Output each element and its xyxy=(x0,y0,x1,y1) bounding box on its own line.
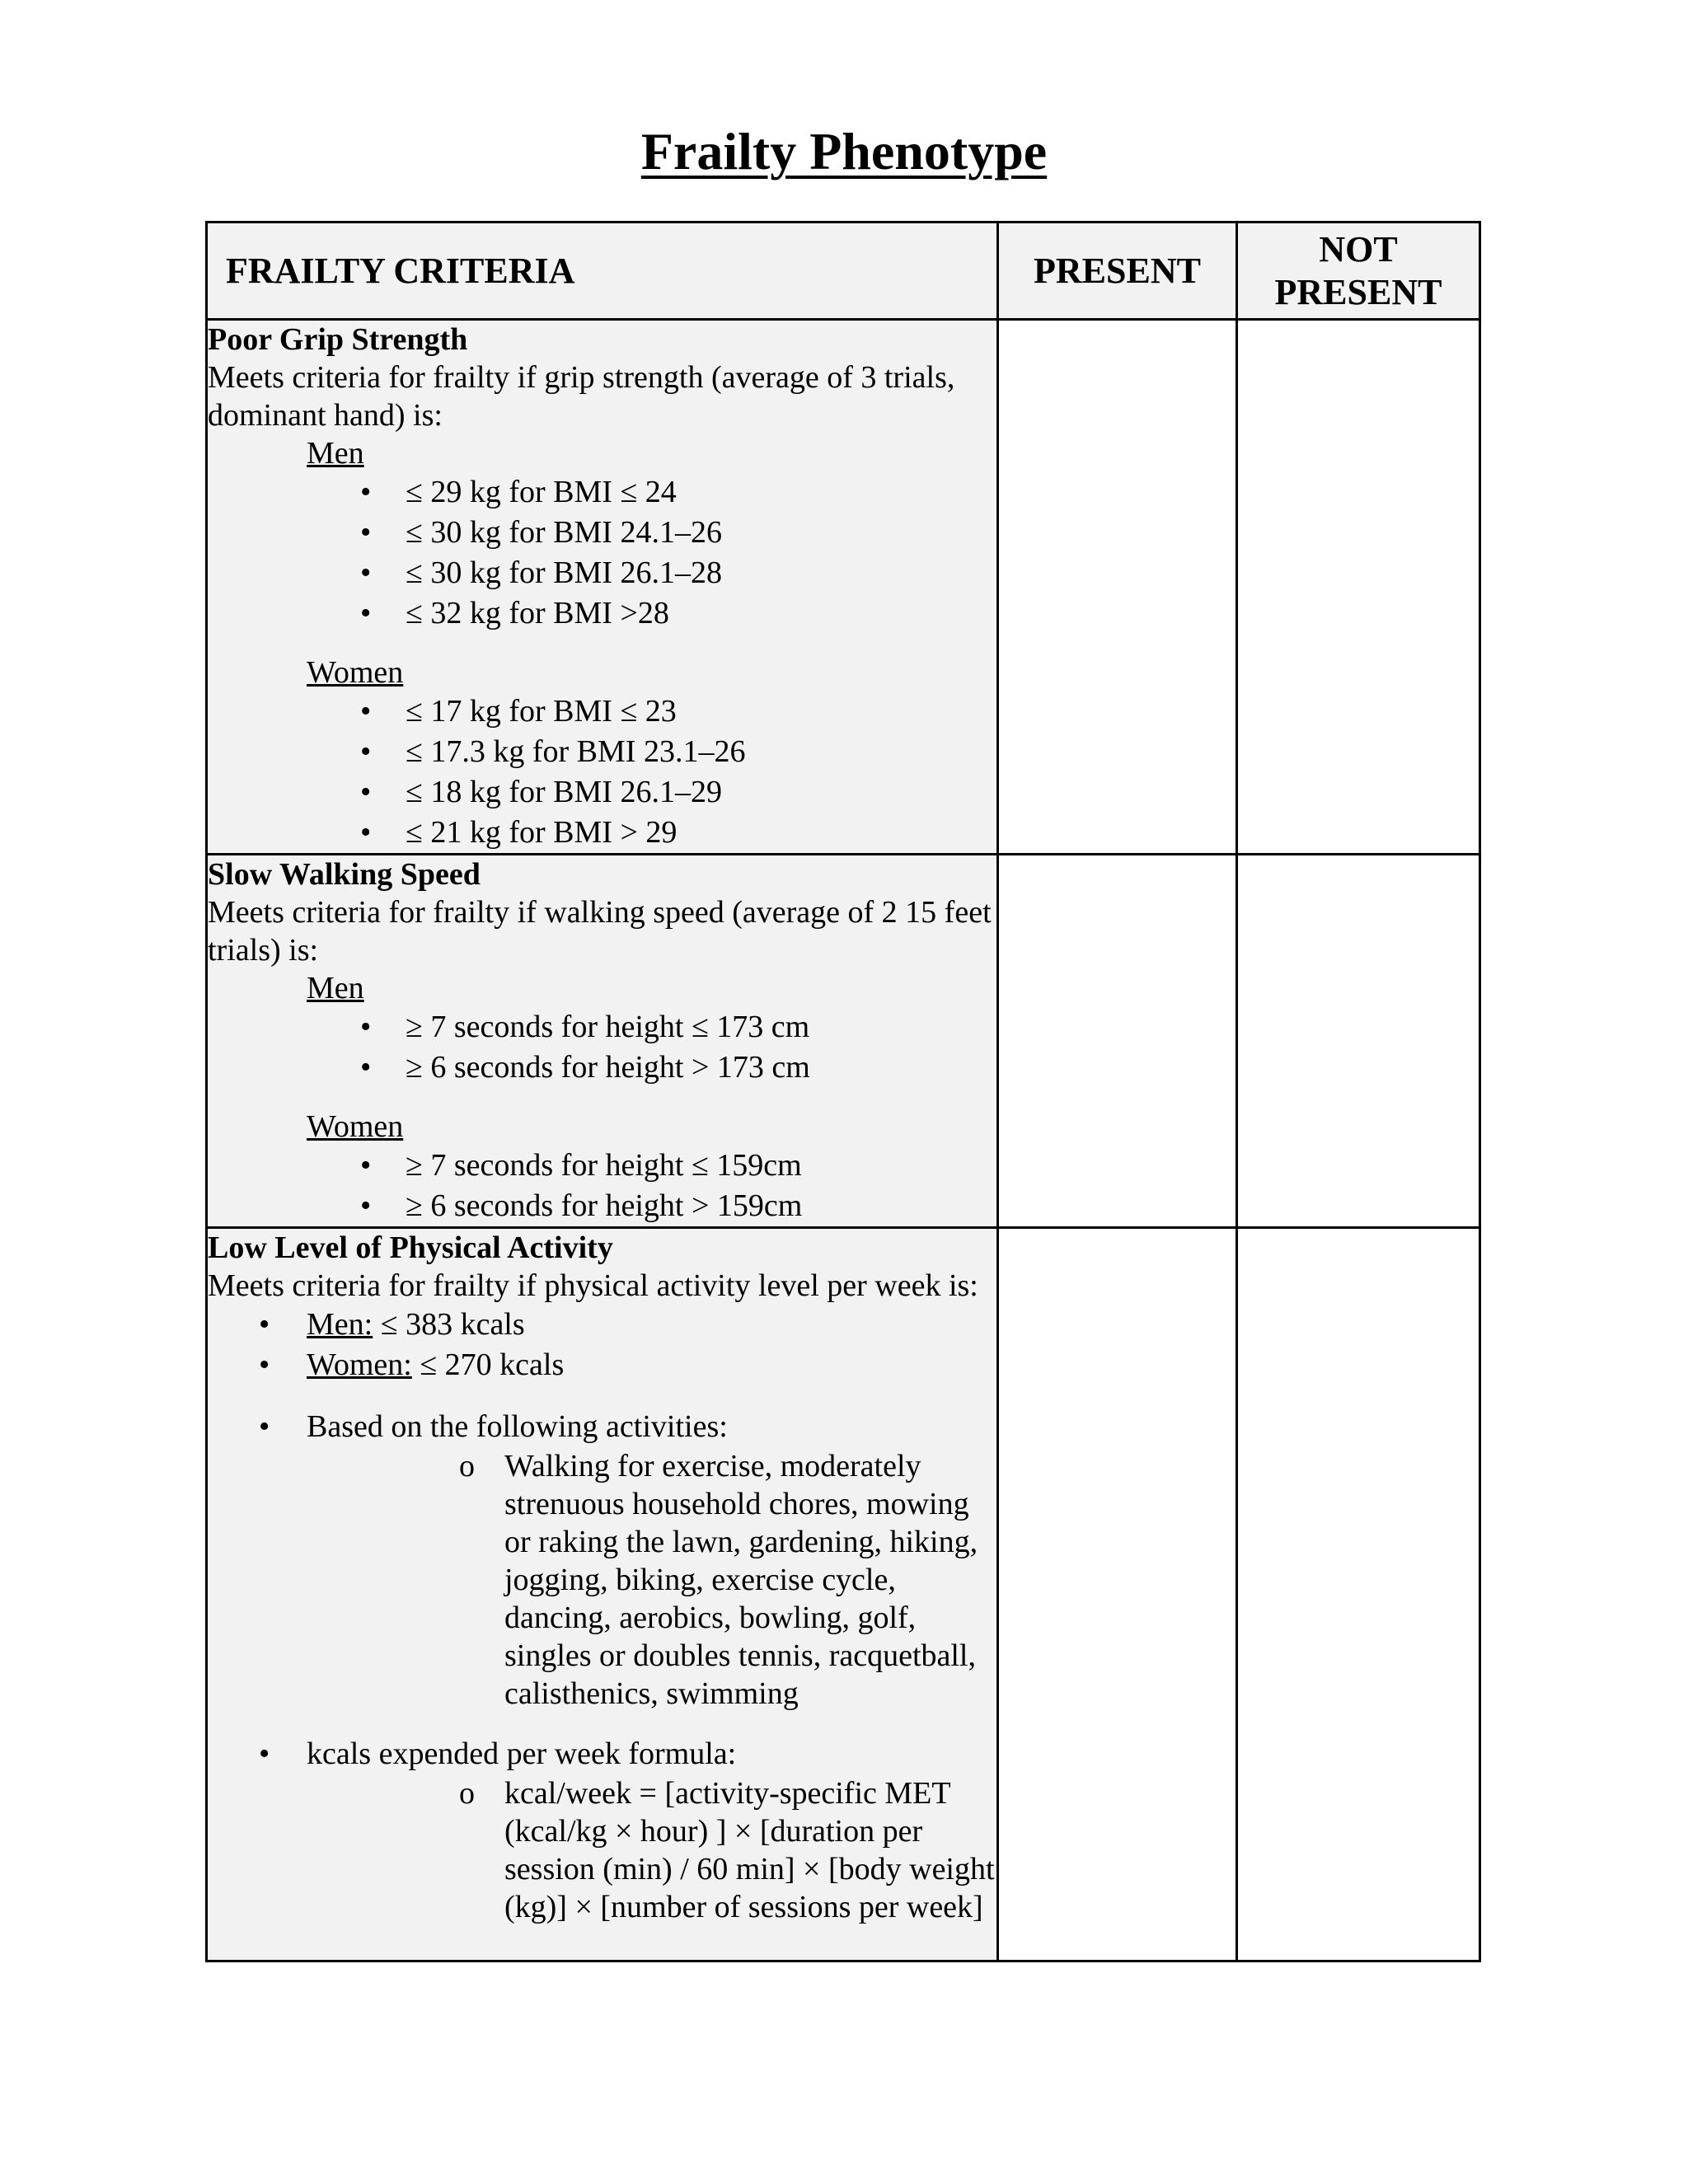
activity-list xyxy=(208,1305,996,1926)
present-cell-grip[interactable] xyxy=(998,320,1237,855)
list-item: • ≤ 17.3 kg for BMI 23.1–26 xyxy=(208,732,996,772)
list-item: • ≤ 30 kg for BMI 26.1–28 xyxy=(208,553,996,593)
header-not-present xyxy=(1237,223,1480,320)
women-value: ≤ 270 kcals xyxy=(411,1347,565,1382)
criteria-heading-walking: Slow Walking Speed xyxy=(208,857,481,892)
criteria-cell-activity xyxy=(207,1228,998,1961)
women-label: Women: xyxy=(307,1347,412,1382)
group-label-men: Men xyxy=(307,436,364,471)
not-present-cell-activity[interactable] xyxy=(1237,1228,1480,1961)
list-item: • ≤ 30 kg for BMI 24.1–26 xyxy=(208,513,996,553)
list-item: • ≤ 32 kg for BMI >28 xyxy=(208,593,996,634)
criteria-cell-walking xyxy=(207,855,998,1228)
criteria-heading-grip: Poor Grip Strength xyxy=(208,322,468,357)
list-item-based-on xyxy=(208,1407,996,1713)
frailty-criteria-table xyxy=(205,221,1481,1962)
list-item: • ≤ 21 kg for BMI > 29 xyxy=(208,813,996,853)
activities-sublist xyxy=(307,1447,996,1713)
formula-sublist xyxy=(307,1774,996,1926)
table-row-grip-strength xyxy=(207,320,1480,855)
list-item: • ≥ 7 seconds for height ≤ 159cm xyxy=(208,1146,996,1186)
list-item: • ≥ 6 seconds for height > 159cm xyxy=(208,1186,996,1226)
walking-men-list xyxy=(208,1007,996,1088)
criteria-description-walking: Meets criteria for frailty if walking speed (average of 2 15 feet trials) is: xyxy=(208,895,992,968)
present-cell-activity[interactable] xyxy=(998,1228,1237,1961)
list-item: • ≤ 18 kg for BMI 26.1–29 xyxy=(208,772,996,813)
list-item: • ≤ 17 kg for BMI ≤ 23 xyxy=(208,691,996,732)
group-label-men: Men xyxy=(307,971,364,1005)
criteria-description-activity: Meets criteria for frailty if physical activity level per week is: xyxy=(208,1268,978,1303)
not-present-cell-walking[interactable] xyxy=(1237,855,1480,1228)
activities-text: o Walking for exercise, moderately strenuous household chores, mowing or raking the lawn, gardening, hiking, jogging, biking, exercise cycle, dancing, aerobics, bowling, golf, singles or doubles tennis, racquetball, calisthenics, swimming xyxy=(307,1447,996,1713)
header-not-present-line1: NOT xyxy=(1319,228,1398,269)
table-row-walking-speed xyxy=(207,855,1480,1228)
grip-women-list xyxy=(208,691,996,853)
header-not-present-line2: PRESENT xyxy=(1274,271,1442,312)
men-label: Men: xyxy=(307,1307,373,1342)
not-present-cell-grip[interactable] xyxy=(1237,320,1480,855)
table-header-row xyxy=(207,223,1480,320)
list-item-women xyxy=(208,1345,996,1385)
list-item: • ≥ 7 seconds for height ≤ 173 cm xyxy=(208,1007,996,1047)
table-row-physical-activity xyxy=(207,1228,1480,1961)
list-item-formula xyxy=(208,1734,996,1926)
formula-text: o kcal/week = [activity-specific MET (kcal/kg × hour) ] × [duration per session (min) / 60 min] × [body weight (kg)] × [number of sessions per week] xyxy=(307,1774,996,1926)
group-label-women: Women xyxy=(307,1109,404,1144)
criteria-heading-activity: Low Level of Physical Activity xyxy=(208,1230,613,1265)
based-on-text: Based on the following activities: xyxy=(307,1409,728,1444)
men-value: ≤ 383 kcals xyxy=(373,1307,525,1342)
header-criteria: FRAILTY CRITERIA xyxy=(207,223,998,320)
list-item: • ≤ 29 kg for BMI ≤ 24 xyxy=(208,472,996,513)
page-title: Frailty Phenotype xyxy=(640,122,1048,180)
group-label-women: Women xyxy=(307,655,404,690)
present-cell-walking[interactable] xyxy=(998,855,1237,1228)
criteria-description-grip: Meets criteria for frailty if grip strength (average of 3 trials, dominant hand) is: xyxy=(208,360,955,433)
header-present: PRESENT xyxy=(998,223,1237,320)
list-item: • ≥ 6 seconds for height > 173 cm xyxy=(208,1047,996,1088)
grip-men-list xyxy=(208,472,996,634)
formula-label: kcals expended per week formula: xyxy=(307,1736,737,1771)
list-item-men xyxy=(208,1305,996,1345)
walking-women-list xyxy=(208,1146,996,1226)
criteria-cell-grip xyxy=(207,320,998,855)
